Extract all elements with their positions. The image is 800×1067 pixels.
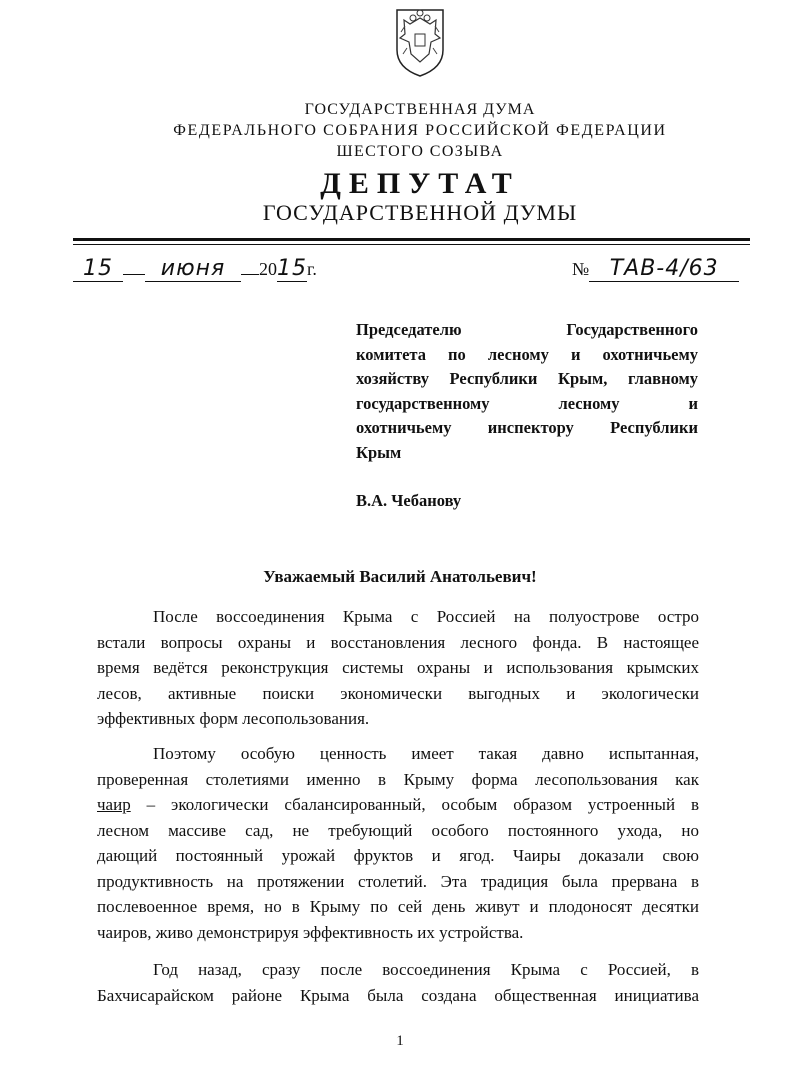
paragraph-line: проверенная столетиями именно в Крыму форма лесопользования как <box>97 769 699 789</box>
paragraph-3 <box>97 957 699 1008</box>
paragraph-1 <box>97 604 699 732</box>
reg-number-label: № <box>572 259 590 279</box>
date-year-suffix: 15 <box>277 256 307 281</box>
reg-number-value: ТАВ-4/63 <box>589 256 739 282</box>
addressee-line: охотничьему инспектору Республики <box>356 418 698 437</box>
header-line-1: ГОСУДАРСТВЕННАЯ ДУМА <box>304 101 536 118</box>
header-line-3: ШЕСТОГО СОЗЫВА <box>336 143 504 160</box>
date-month: июня <box>145 256 241 282</box>
paragraph-line: время ведётся реконструкция системы охраны и использования крымских <box>97 658 699 677</box>
header-rule-thick <box>73 238 750 241</box>
addressee-line: комитета по лесному и охотничьему <box>356 344 698 364</box>
date-day: 15 <box>73 256 123 282</box>
addressee-line: Крым <box>356 442 402 462</box>
paragraph-line: Год назад, сразу после воссоединения Крыма с Россией, в <box>153 960 699 979</box>
reg-number-field <box>572 256 739 282</box>
paragraph-line <box>97 792 699 818</box>
addressee-line: Председателю Государственного <box>356 320 698 339</box>
paragraph-line: чаиров, живо демонстрируя эффективность их устройства. <box>97 922 524 942</box>
page-number: 1 <box>396 1033 404 1049</box>
recipient-name: В.А. Чебанову <box>356 491 462 510</box>
addressee-block <box>356 318 698 465</box>
dash: – <box>146 795 156 814</box>
paragraph-line: эффективных форм лесопользования. <box>97 709 370 728</box>
paragraph-line: дающий постоянный урожай фруктов и ягод. Чаиры доказали свою <box>97 846 699 865</box>
paragraph-2 <box>97 741 699 945</box>
paragraph-line: Поэтому особую ценность имеет такая давно испытанная, <box>153 744 699 763</box>
term-chair: чаир <box>97 795 131 814</box>
paragraph-line: После воссоединения Крыма с Россией на полуострове остро <box>153 607 699 626</box>
paragraph-line: встали вопросы охраны и восстановления лесного фонда. В настоящее <box>97 632 699 652</box>
salutation: Уважаемый Василий Анатольевич! <box>263 567 537 586</box>
paragraph-line: продуктивность на протяжении столетий. Эта традиция была прервана в <box>97 871 699 891</box>
paragraph-line: послевоенное время, но в Крыму по сей день живут и плодоносят десятки <box>97 897 699 916</box>
header-rule-thin <box>73 244 750 245</box>
document-subtitle: ГОСУДАРСТВЕННОЙ ДУМЫ <box>262 200 578 225</box>
document-title: ДЕПУТАТ <box>320 167 520 200</box>
header-line-2: ФЕДЕРАЛЬНОГО СОБРАНИЯ РОССИЙСКОЙ ФЕДЕРАЦИИ <box>173 122 667 139</box>
paragraph-line: Бахчисарайском районе Крыма была создана общественная инициатива <box>97 985 699 1005</box>
coat-of-arms-emblem-icon <box>383 4 457 78</box>
date-field <box>73 256 317 282</box>
addressee-line: хозяйству Республики Крым, главному <box>356 369 698 388</box>
date-year-prefix: 20 <box>259 259 277 279</box>
paragraph-line: лесном массиве сад, не требующий особого постоянного ухода, но <box>97 820 699 840</box>
addressee-line: государственному лесному и <box>356 393 698 413</box>
paragraph-line-text: экологически сбалансированный, особым образом устроенный в <box>171 795 699 814</box>
date-year-unit: г. <box>307 259 317 279</box>
paragraph-line: лесов, активные поиски экономически выгодных и экологически <box>97 683 699 703</box>
